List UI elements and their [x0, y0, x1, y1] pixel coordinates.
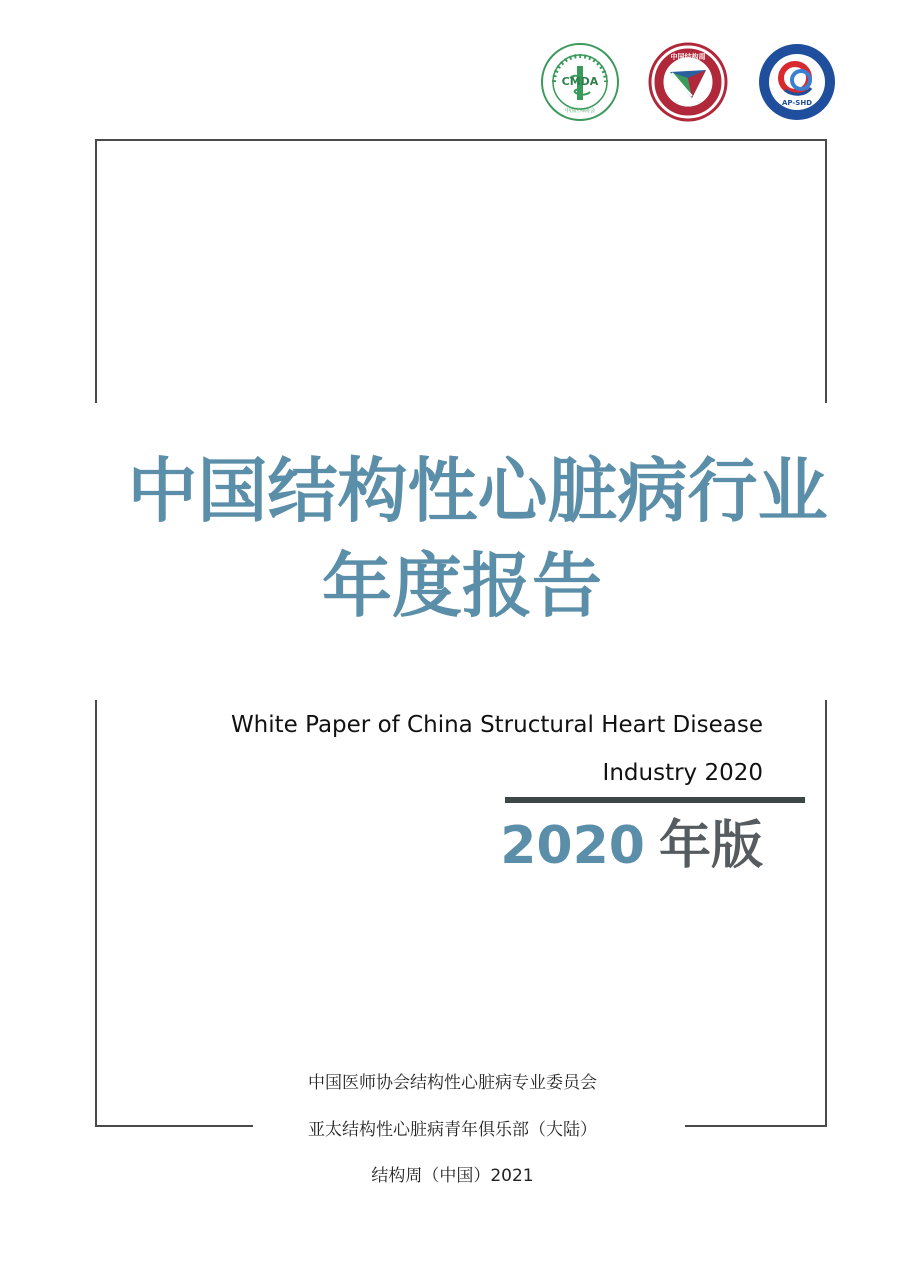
report-title-line2: 年度报告 [322, 545, 602, 627]
frame-right-border-upper [825, 139, 827, 403]
english-subtitle-line2: Industry 2020 [602, 760, 763, 786]
organization-line: 中国医师协会结构性心脏病专业委员会 [308, 1073, 597, 1093]
frame-right-border-lower [825, 700, 827, 1127]
svg-text:AP-SHD: AP-SHD [781, 99, 813, 107]
english-subtitle-line1: White Paper of China Structural Heart Disease [230, 712, 763, 738]
edition-year: 2020 [500, 816, 645, 876]
edition-label [500, 812, 763, 880]
china-structural-week-logo [648, 42, 728, 122]
svg-text:中国结构周: 中国结构周 [670, 53, 706, 61]
organization-line: 结构周（中国）2021 [371, 1166, 534, 1186]
svg-text:中国医师协会: 中国医师协会 [564, 108, 596, 114]
accent-divider [505, 797, 805, 803]
svg-text:CMDA: CMDA [561, 75, 599, 88]
frame-left-border-upper [95, 139, 97, 403]
frame-top-border [95, 139, 827, 141]
edition-suffix: 年版 [658, 816, 763, 876]
frame-left-border-lower [95, 700, 97, 1127]
report-title-line1: 中国结构性心脏病行业 [127, 450, 828, 532]
organization-line: 亚太结构性心脏病青年俱乐部（大陆） [308, 1120, 597, 1140]
cmda-logo [540, 42, 620, 122]
ap-shd-logo [757, 42, 837, 122]
